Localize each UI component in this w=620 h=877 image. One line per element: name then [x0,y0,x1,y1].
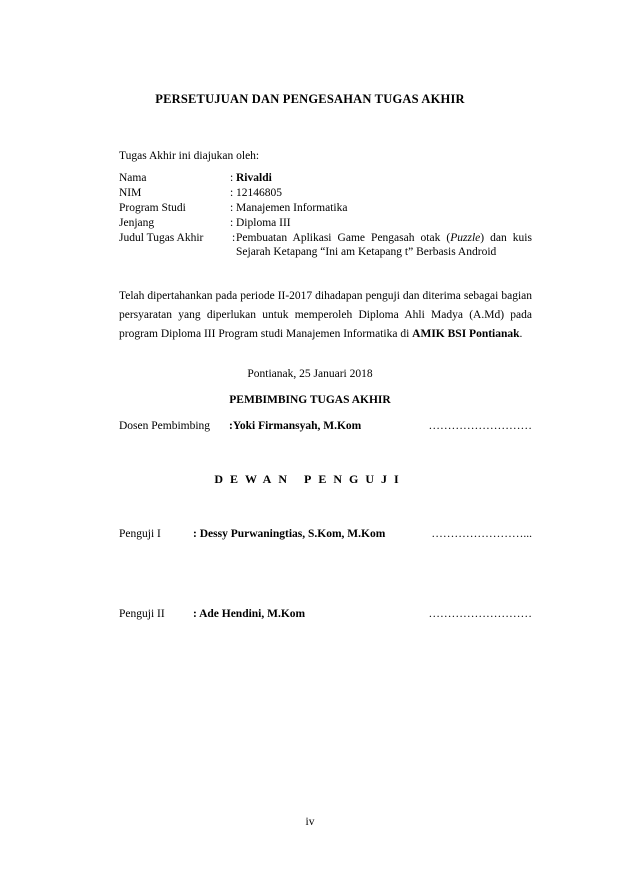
penguji-1-row [119,528,532,544]
thesis-title-italic: Puzzle [450,232,481,244]
dosen-pembimbing-row [119,420,532,436]
signature-line: ……………………... [431,528,532,540]
info-separator: : [232,232,236,244]
paragraph-institution: AMIK BSI Pontianak [412,328,520,340]
penguji-label: Penguji I [119,528,161,540]
info-value: Rivaldi [236,172,272,184]
thesis-title-part1: Pembuatan Aplikasi Game Pengasah otak ( [236,232,451,244]
dosen-name: :Yoki Firmansyah, M.Kom [229,420,362,432]
info-value: Diploma III [236,217,291,229]
page-title: PERSETUJUAN DAN PENGESAHAN TUGAS AKHIR [155,92,465,106]
page-number: iv [305,816,315,828]
info-label: Program Studi [119,202,186,214]
info-separator: : [230,172,234,184]
info-separator: : [230,202,234,214]
info-label: Nama [119,172,147,184]
info-label: NIM [119,187,142,199]
penguji-name: : Dessy Purwaningtias, S.Kom, M.Kom [193,528,386,540]
info-separator: : [230,217,234,229]
thesis-title [236,231,532,259]
penguji-2-row [119,608,532,624]
info-separator: : [230,187,234,199]
thesis-title-part2: ) dan kuis Sejarah Ketapang “Ini am Ketapang t” Berbasis Android [236,232,532,258]
paragraph-text: Telah dipertahankan pada periode II-2017 dihadapan penguji dan diterima sebagai bagian persyaratan yang diperlukan untuk memperoleh Diploma Ahli Madya (A.Md) pada program Diploma III Program studi Manajemen Informatika di [119,290,532,340]
approval-paragraph [119,287,532,344]
intro-text: Tugas Akhir ini diajukan oleh: [119,150,260,162]
place-date: Pontianak, 25 Januari 2018 [247,368,373,380]
signature-line: ……………………… [428,608,532,620]
info-label: Judul Tugas Akhir [119,232,204,244]
pembimbing-heading: PEMBIMBING TUGAS AKHIR [229,394,391,406]
dewan-penguji-heading: DEWAN PENGUJI [214,472,406,486]
penguji-name: : Ade Hendini, M.Kom [193,608,306,620]
info-value: Manajemen Informatika [236,202,348,214]
info-value: 12146805 [236,187,282,199]
info-label: Jenjang [119,217,155,229]
signature-line: ……………………… [428,420,532,432]
penguji-label: Penguji II [119,608,165,620]
paragraph-end: . [519,328,523,340]
dosen-label: Dosen Pembimbing [119,420,211,432]
